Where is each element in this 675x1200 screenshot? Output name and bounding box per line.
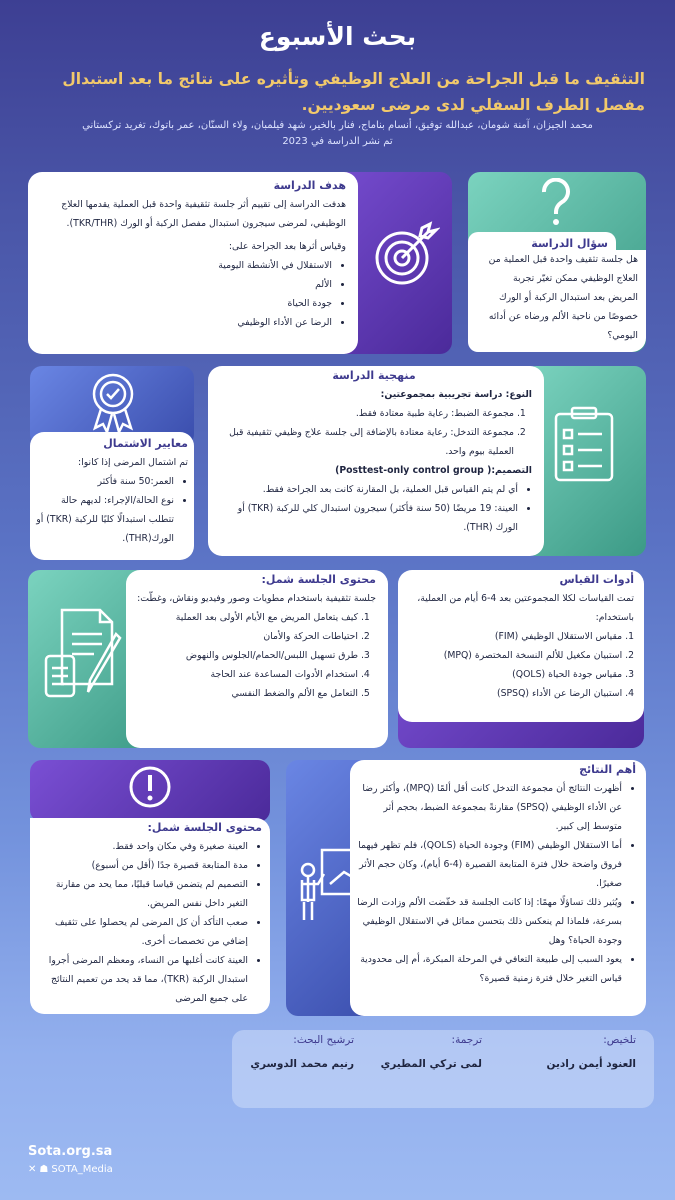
list-item: • مدة المتابعة قصيرة جدًا (أقل من أسبوع) <box>34 856 248 875</box>
social-handle-text: SOTA_Media <box>51 1164 113 1175</box>
warning-icon <box>127 764 173 810</box>
results-title: أهم النتائج <box>579 763 636 776</box>
translation-name: لمى تركي المطيري <box>380 1058 482 1070</box>
methodology-design: التصميم:( Posttest-only control group) <box>335 465 532 476</box>
list-item: • التصميم لم يتضمن قياسا قبليًا، مما يحد من مقارنة التغير داخل نفس المريض. <box>34 875 248 913</box>
list-item: • جودة الحياة <box>38 294 332 313</box>
session-card <box>126 570 388 748</box>
objective-card <box>28 172 358 354</box>
limitations-tab <box>30 760 270 822</box>
objective-lead: وقياس أثرها بعد الجراحة على: <box>228 241 346 252</box>
question-body <box>478 250 646 352</box>
methodology-card <box>208 366 544 556</box>
session-list <box>134 608 376 703</box>
credits <box>232 1030 654 1108</box>
methodology-groups <box>216 404 532 461</box>
list-item: • يعود السبب إلى طبيعة التعافي في المرحلة المبكرة، أم إلى محدودية قياس التغير خلال فترة زمنية قصيرة؟ <box>356 950 622 988</box>
list-item: 2. استبيان مكغيل للألم النسخة المختصرة (MPQ) <box>443 650 634 661</box>
methodology-type: النوع: دراسة تجريبية بمجموعتين: <box>380 389 532 400</box>
publication-year: تم نشر الدراسة في 2023 <box>282 136 393 147</box>
list-item: 1. مقياس الاستقلال الوظيفي (FIM) <box>494 631 634 642</box>
methodology-title: منهجية الدراسة <box>332 369 416 382</box>
question-text: هل جلسة تثقيف واحدة قبل العملية من العلاج الوظيفي ممكن تغيّر تجربة المريض بعد استبدال الركبة أو الورك خصوصًا من ناحية الألم ورضاه عن أدائه اليومي؟ <box>488 254 638 341</box>
list-item: • صعب التأكد أن كل المرضى لم يحصلوا على تثقيف إضافي من تخصصات أخرى. <box>34 913 248 951</box>
results-list <box>356 779 636 988</box>
site-link[interactable]: Sota.org.sa <box>28 1144 113 1159</box>
list-item: • ويُثير ذلك تساؤلًا مهمًا: إذا كانت الجلسة قد خفّضت الألم وزادت الرضا بسرعة، فلماذا لم ينعكس ذلك بتحسن مماثل في الاستقلال الوظيفي وجودة الحياة؟ وهل <box>356 893 622 950</box>
question-icon <box>536 178 576 230</box>
x-icon: ✕ <box>28 1164 37 1175</box>
methodology-design-list <box>216 480 532 537</box>
summary-name: العنود أيمن رادين <box>546 1058 636 1070</box>
document-pen-icon <box>42 604 128 700</box>
tools-card <box>398 570 644 722</box>
list-item: • العمر:50 سنة فأكثر <box>36 472 174 491</box>
paper-title: التثقيف ما قبل الجراحة من العلاج الوظيفي وتأثيره على نتائج ما بعد استبدال مفصل الطرف السفلي لدى مرضى سعوديين. <box>62 70 645 114</box>
checklist-icon <box>552 406 616 482</box>
summary-label: تلخيص: <box>603 1034 636 1046</box>
authors: محمد الجيزان، آمنة شومان، عبدالله توفيق، أنسام بناماج، فنار بالخير، شهد فيلمبان، ولاء السنّان، عمر باتوك، تغريد تركستاني <box>82 120 593 131</box>
results-card <box>350 760 646 1016</box>
list-item: 2. مجموعة التدخل: رعاية معتادة بالإضافة إلى جلسة علاج وظيفي تثقيفية قبل العملية بيوم واحد. <box>216 423 514 461</box>
list-item: • الرضا عن الأداء الوظيفي <box>38 313 332 332</box>
list-item: 5. التعامل مع الألم والضغط النفسي <box>134 684 358 703</box>
list-item: 1. كيف يتعامل المريض مع الأيام الأولى بعد العملية <box>134 608 358 627</box>
inclusion-title: معايير الاشتمال <box>103 437 188 450</box>
question-title: سؤال الدراسة <box>531 237 608 250</box>
list-item: • الاستقلال في الأنشطة اليومية <box>38 256 332 275</box>
list-item: 4. استخدام الأدوات المساعدة عند الحاجة <box>134 665 358 684</box>
list-item: • أما الاستقلال الوظيفي (FIM) وجودة الحياة (QOLS)، فلم تظهر فيهما فروق واضحة خلال فترة المتابعة القصيرة (4-6 أيام)، وكان حجم الأثر صغيرًا. <box>356 836 622 893</box>
list-item: • العينة صغيرة وفي مكان واحد فقط. <box>34 837 248 856</box>
list-item: • أظهرت النتائج أن مجموعة التدخل كانت أقل ألمًا (MPQ)، وأكثر رضا عن الأداء الوظيفي (SPSQ) مقارنةً بمجموعة الضبط، بحجم أثر متوسط إلى كبير. <box>356 779 622 836</box>
objective-title: هدف الدراسة <box>273 179 346 192</box>
authors-block <box>30 118 645 150</box>
page-title: بحث الأسبوع <box>258 22 417 51</box>
list-item: 3. طرق تسهيل اللبس/الحمام/الجلوس والنهوض <box>134 646 358 665</box>
list-item: 4. استبيان الرضا عن الأداء (SPSQ) <box>497 688 634 699</box>
inclusion-card <box>30 432 194 560</box>
list-item: 2. احتياطات الحركة والأمان <box>134 627 358 646</box>
translation-label: ترجمة: <box>451 1034 482 1046</box>
social-handle[interactable] <box>28 1164 113 1175</box>
inclusion-lead: تم اشتمال المرضى إذا كانوا: <box>78 457 188 468</box>
list-item: • الألم <box>38 275 332 294</box>
list-item: • العينة: 19 مريضًا (50 سنة فأكثر) سيجرون استبدال كلي للركبة (TKR) أو الورك (THR). <box>216 499 518 537</box>
nomination-name: رنيم محمد الدوسري <box>250 1058 354 1070</box>
objective-intro: هدفت الدراسة إلى تقييم أثر جلسة تثقيفية واحدة قبل العملية يقدمها العلاج الوظيفي، لمرضى سيجرون استبدال مفصل الركبة أو الورك (TKR/THR). <box>61 199 346 229</box>
award-ribbon-icon <box>86 370 140 434</box>
snapchat-icon: ☗ <box>39 1164 49 1175</box>
tools-title: أدوات القياس <box>559 573 634 586</box>
target-icon <box>370 220 440 290</box>
session-title: محتوى الجلسة شمل: <box>261 573 376 586</box>
tools-intro: تمت القياسات لكلا المجموعتين بعد 4-6 أيام من العملية، باستخدام: <box>417 593 634 623</box>
inclusion-list <box>36 472 188 548</box>
list-item: 3. مقياس جودة الحياة (QOLS) <box>512 669 634 680</box>
list-item: • العينة كانت أغلبها من النساء، ومعظم المرضى أجروا استبدال الركبة (TKR)، مما قد يحد من تعميم النتائج على جميع المرضى <box>34 951 248 1008</box>
list-item: • أي لم يتم القياس قبل العملية، بل المقارنة كانت بعد الجراحة فقط. <box>216 480 518 499</box>
session-intro: جلسة تثقيفية باستخدام مطويات وصور وفيديو ونقاش، وغطّت: <box>137 593 376 604</box>
limitations-card <box>30 818 270 1014</box>
nomination-label: ترشيح البحث: <box>293 1034 354 1046</box>
objective-list <box>38 256 346 332</box>
limitations-list <box>34 837 262 1008</box>
list-item: 1. مجموعة الضبط: رعاية طبية معتادة فقط. <box>216 404 514 423</box>
list-item: • نوع الحالة/الإجراء: لديهم حالة تتطلب استبدالًا كليًا للركبة (TKR) أو الورك(THR). <box>36 491 174 548</box>
limitations-title: محتوى الجلسة شمل: <box>147 821 262 834</box>
